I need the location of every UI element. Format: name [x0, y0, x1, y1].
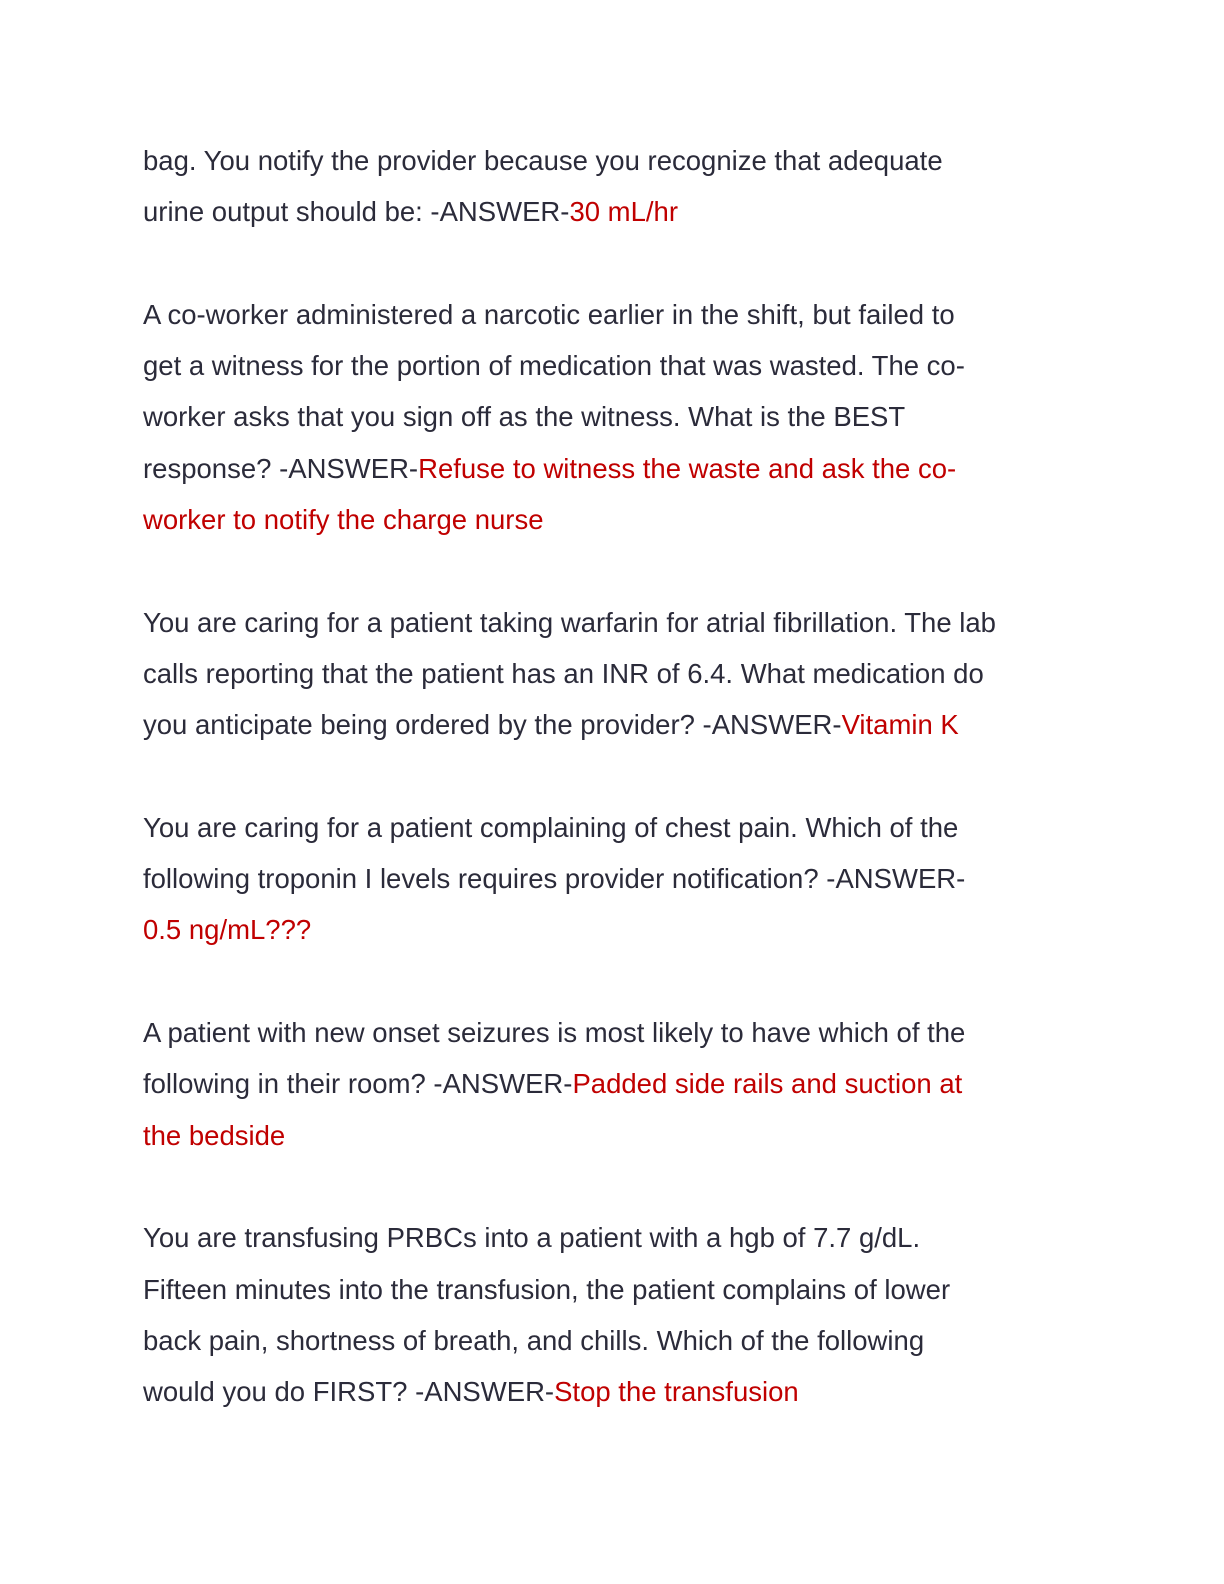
qa-item-seizure-precautions	[143, 1007, 1093, 1161]
answer-text: Vitamin K	[841, 709, 959, 741]
qa-item-transfusion-reaction	[143, 1212, 1093, 1417]
question-line: A patient with new onset seizures is most likely to have which of the	[143, 1017, 966, 1049]
question-line: calls reporting that the patient has an INR of 6.4. What medication do	[143, 657, 984, 689]
question-line: You are transfusing PRBCs into a patient with a hgb of 7.7 g/dL.	[143, 1222, 921, 1254]
question-line: get a witness for the portion of medication that was wasted. The co-	[143, 350, 965, 382]
answer-line: worker to notify the charge nurse	[143, 504, 544, 536]
question-text: would you do FIRST? -ANSWER-	[143, 1376, 555, 1408]
question-line: back pain, shortness of breath, and chills. Which of the following	[143, 1324, 925, 1356]
question-line: You are caring for a patient complaining of chest pain. Which of the	[143, 811, 959, 843]
question-answer-line	[143, 1058, 1093, 1109]
question-line: bag. You notify the provider because you recognize that adequate	[143, 145, 943, 176]
question-text: urine output should be: -ANSWER-	[143, 196, 570, 228]
question-line: worker asks that you sign off as the witness. What is the BEST	[143, 401, 906, 433]
qa-item-troponin	[143, 802, 1093, 956]
question-line: following troponin I levels requires provider notification? -ANSWER-	[143, 863, 966, 895]
question-answer-line	[143, 699, 1093, 750]
question-answer-line	[143, 443, 1093, 494]
answer-text: Refuse to witness the waste and ask the co-	[418, 452, 957, 484]
question-line: A co-worker administered a narcotic earlier in the shift, but failed to	[143, 298, 955, 330]
question-line: Fifteen minutes into the transfusion, the patient complains of lower	[143, 1273, 951, 1305]
answer-text: Padded side rails and suction at	[572, 1068, 963, 1100]
answer-text: Stop the transfusion	[554, 1376, 799, 1408]
question-answer-line	[143, 186, 1093, 237]
qa-item-warfarin-inr	[143, 597, 1093, 751]
question-answer-line	[143, 1366, 1093, 1417]
qa-item-narcotic-waste	[143, 289, 1093, 545]
answer-line: 0.5 ng/mL???	[143, 914, 312, 946]
answer-text: 30 mL/hr	[569, 196, 678, 228]
document-page	[143, 135, 1093, 1469]
question-text: you anticipate being ordered by the provider? -ANSWER-	[143, 709, 842, 741]
question-text: following in their room? -ANSWER-	[143, 1068, 573, 1100]
question-text: response? -ANSWER-	[143, 452, 419, 484]
qa-item-urine-output	[143, 135, 1093, 238]
answer-line: the bedside	[143, 1119, 286, 1151]
question-line: You are caring for a patient taking warfarin for atrial fibrillation. The lab	[143, 606, 996, 638]
